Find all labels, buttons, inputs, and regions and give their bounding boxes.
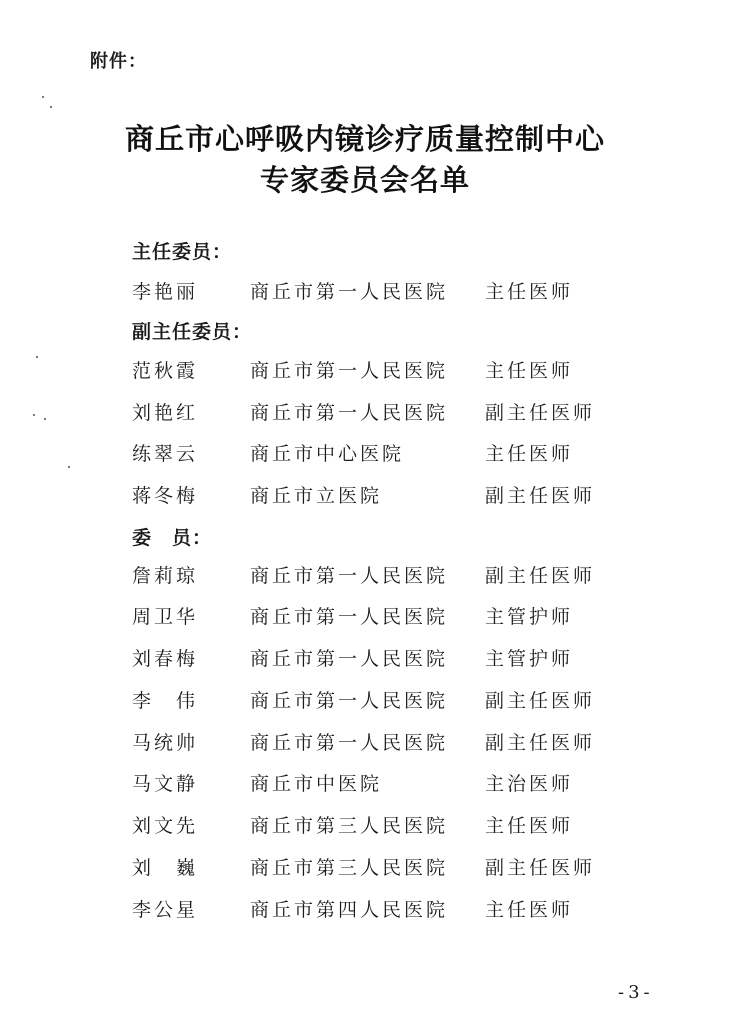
member-row [0,853,730,883]
member-row [0,811,730,841]
member-name: 刘艳红 [132,402,199,424]
member-hospital: 商丘市中心医院 [250,443,405,465]
member-hospital: 商丘市第一人民医院 [250,606,449,628]
member-title: 主任医师 [485,899,574,921]
member-row [0,356,730,386]
document-title-line2: 专家委员会名单 [259,163,470,197]
member-title: 副主任医师 [485,732,596,754]
member-title: 副主任医师 [485,690,596,712]
member-row [0,398,730,428]
member-name: 李 伟 [132,690,199,712]
member-title: 主管护师 [485,606,574,628]
member-name: 范秋霞 [132,360,199,382]
member-title: 主任医师 [485,443,574,465]
member-name: 李公星 [132,899,199,921]
section-heading-members: 委 员： [132,527,213,549]
attachment-label: 附件： [90,51,147,72]
member-row [0,686,730,716]
member-row [0,481,730,511]
member-name: 刘文先 [132,815,199,837]
scan-speck [33,414,35,416]
section-heading-deputy: 副主任委员： [132,321,253,343]
page-number: -3- [618,982,654,1003]
scan-speck [42,96,44,98]
member-row [0,277,730,307]
document-title-line1: 商丘市心呼吸内镜诊疗质量控制中心 [124,122,605,156]
member-hospital: 商丘市立医院 [250,485,383,507]
member-row [0,602,730,632]
member-title: 副主任医师 [485,565,596,587]
scan-speck [50,106,52,108]
member-title: 副主任医师 [485,402,596,424]
member-title: 主任医师 [485,360,574,382]
member-title: 主治医师 [485,773,574,795]
member-row [0,561,730,591]
member-hospital: 商丘市第一人民医院 [250,281,449,303]
member-title: 主任医师 [485,281,574,303]
scan-speck [68,466,70,468]
member-hospital: 商丘市第一人民医院 [250,690,449,712]
member-hospital: 商丘市第一人民医院 [250,732,449,754]
member-row [0,644,730,674]
member-title: 主管护师 [485,648,574,670]
member-title: 副主任医师 [485,485,596,507]
member-hospital: 商丘市第一人民医院 [250,360,449,382]
scan-speck [44,418,46,420]
member-row [0,895,730,925]
member-title: 副主任医师 [485,857,596,879]
member-name: 詹莉琼 [132,565,199,587]
member-row [0,439,730,469]
scan-speck [36,356,38,358]
member-hospital: 商丘市第一人民医院 [250,565,449,587]
member-name: 刘 巍 [132,857,199,879]
member-name: 周卫华 [132,606,199,628]
member-hospital: 商丘市第一人民医院 [250,402,449,424]
member-hospital: 商丘市第一人民医院 [250,648,449,670]
member-name: 马文静 [132,773,199,795]
member-name: 蒋冬梅 [132,485,199,507]
member-name: 练翠云 [132,443,199,465]
member-name: 刘春梅 [132,648,199,670]
member-row [0,728,730,758]
member-hospital: 商丘市中医院 [250,773,383,795]
member-name: 马统帅 [132,732,199,754]
member-title: 主任医师 [485,815,574,837]
member-hospital: 商丘市第四人民医院 [250,899,449,921]
member-name: 李艳丽 [132,281,199,303]
section-heading-director: 主任委员： [132,241,233,263]
member-hospital: 商丘市第三人民医院 [250,815,449,837]
member-row [0,769,730,799]
member-hospital: 商丘市第三人民医院 [250,857,449,879]
